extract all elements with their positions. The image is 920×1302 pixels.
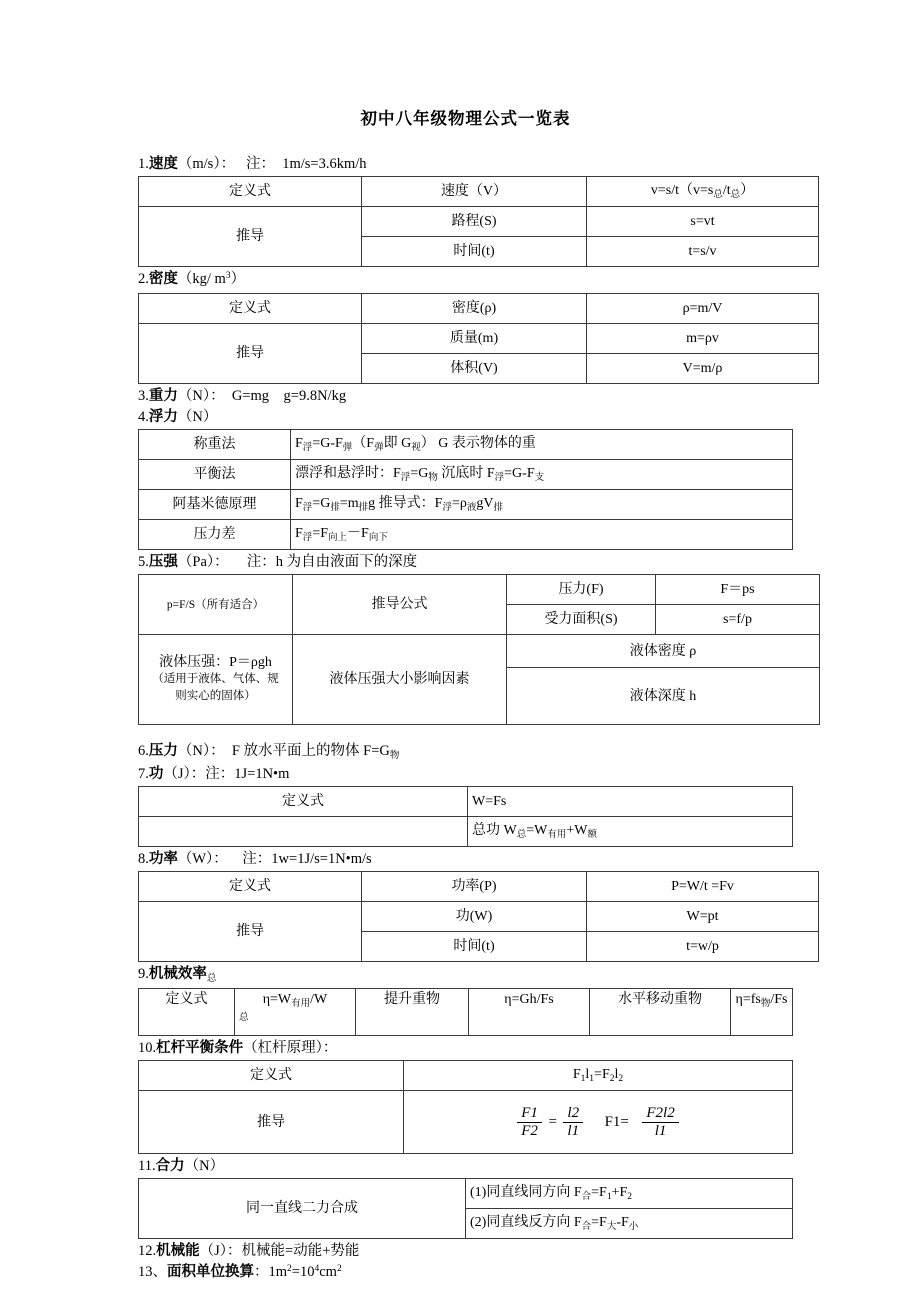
section-keyword: 面积单位换算 [167,1264,254,1280]
section-heading-work [138,765,793,784]
table-resultant-force [138,1178,793,1239]
formula-part: +W [566,823,588,838]
section-formula: （N）： G=mg g=9.8N/kg [177,388,347,404]
formula-subscript: 浮 [302,503,313,513]
formula-subscript: 浮 [400,473,411,483]
formula-subscript: 视 [411,443,421,453]
formula-part: v=s/t（v=s [650,183,714,198]
section-keyword: 杠杆平衡条件 [156,1040,244,1056]
cell-definition-label: 定义式 [139,989,235,1036]
cell-case-horizontal: 水平移动重物 [590,989,731,1036]
cell-formula-equilibrium [291,460,793,490]
formula-part: F [295,526,303,541]
formula-part: 总功 W [472,823,517,838]
cell-formula-volume: V=m/ρ [587,354,819,384]
formula-subscript: 合 [581,1222,592,1232]
formula-subscript: 1 [606,1192,612,1202]
section-number: 9. [138,966,149,982]
cell-formula-archimedes [291,490,793,520]
section-heading-mechanical-energy [138,1242,793,1261]
section-keyword: 压力 [148,743,178,759]
section-heading-gravity [138,387,793,406]
formula-subscript: 小 [628,1222,639,1232]
formula-part: l [614,1067,619,1082]
formula-part: =W [526,823,548,838]
cell-formula-total-work [468,817,793,847]
section-heading-density [138,270,793,291]
cell-factor-liquid-density: 液体密度 ρ [507,635,820,668]
spacer [138,728,793,742]
page-title: 初中八年级物理公式一览表 [360,109,571,128]
section-keyword: 速度 [148,156,178,172]
cell-quantity-distance: 路程(S) [362,207,587,237]
formula-subscript: 向下 [368,533,388,543]
formula-part: F [295,436,303,451]
cell-quantity-area: 受力面积(S) [507,605,656,635]
formula-part: (1)同直线同方向 F [470,1185,582,1200]
formula-subscript: 总 [730,190,741,200]
liquid-pressure-formula: 液体压强：P＝ρgh [159,655,272,670]
cell-formula-distance: s=vt [587,207,819,237]
table-row [139,989,793,1036]
section-keyword: 压强 [148,554,178,570]
cell-quantity-force: 压力(F) [507,575,656,605]
cell-formula-pressure-difference [291,520,793,550]
cell-derivation-label: 推导 [139,324,362,384]
formula-part: /Fs [770,992,788,1007]
fraction-f1-f2 [517,1105,542,1138]
section-keyword: 重力 [148,388,178,404]
table-work [138,786,793,847]
cell-formula-horizontal [731,989,793,1036]
fraction-denominator: F2 [521,1122,538,1139]
formula-subscript: 弹 [342,443,353,453]
section-heading-resultant-force [138,1157,793,1176]
formula-subscript: 2 [627,1192,633,1202]
formula-exponent: 2 [336,1264,342,1274]
formula-part: =F [312,526,328,541]
formula-part: =F [591,1215,607,1230]
section-note: （W）： 注：1w=1J/s=1N•m/s [177,851,372,867]
equals-sign: = [548,1113,557,1130]
formula-exponent: 2 [287,1264,292,1274]
formula-part: (2)同直线反方向 F [470,1215,582,1230]
cell-quantity-power: 功率(P) [362,872,587,902]
cell-definition-label: 定义式 [139,177,362,207]
formula-part: +F [611,1185,628,1200]
section-unit: （N） [184,1158,225,1174]
section-unit: （kg/ m [177,271,226,287]
cell-quantity-speed: 速度（V） [362,177,587,207]
cell-formula-lifting: η=Gh/Fs [469,989,590,1036]
section-number: 5. [138,554,149,570]
table-row [139,430,793,460]
formula-subscript: 支 [534,473,545,483]
cell-formula-force: F＝ps [656,575,820,605]
section-number: 11. [138,1158,156,1174]
formula-part: 沉底时 F [437,466,495,481]
liquid-pressure-note-line2: 则实心的固体） [175,690,256,702]
table-row [139,177,819,207]
fraction-l2-l1 [563,1105,583,1138]
cell-lever-derivation-formulas [404,1091,793,1154]
formula-part: =G [312,496,331,511]
table-mechanical-efficiency [138,988,793,1036]
formula-subscript: 向上 [328,533,348,543]
cell-same-direction-formula [466,1179,793,1209]
formula-part: ） [740,183,755,198]
formula-part: cm [319,1264,337,1280]
section-heading-lever [138,1039,793,1058]
cell-quantity-time: 时间(t) [362,932,587,962]
section-note: （Pa）： 注：h 为自由液面下的深度 [177,554,418,570]
cell-quantity-volume: 体积(V) [362,354,587,384]
heading-subscript: 总 [206,974,217,984]
cell-definition-label: 定义式 [139,294,362,324]
table-row [139,294,819,324]
cell-quantity-work: 功(W) [362,902,587,932]
table-row [139,324,819,354]
section-heading-speed [138,155,793,174]
formula-part: F [295,496,303,511]
table-row [139,817,793,847]
cell-formula-efficiency [235,989,356,1036]
cell-formula-area: s=f/p [656,605,820,635]
section-heading-area-conversion [138,1263,793,1284]
section-number: 6. [138,743,149,759]
table-row [139,787,793,817]
section-number: 1. [138,156,149,172]
table-pressure [138,574,820,725]
cell-formula-work: W=Fs [468,787,793,817]
formula-subscript: 排 [330,503,340,513]
formula-part: =F [591,1185,607,1200]
cell-formula-power: P=W/t =Fv [587,872,819,902]
cell-quantity-density: 密度(ρ) [362,294,587,324]
cell-method-archimedes: 阿基米德原理 [139,490,291,520]
fraction-numerator: F1 [517,1105,542,1122]
liquid-pressure-note-line1: （适用于液体、气体、规 [152,673,279,685]
formula-subscript: 排 [493,503,504,513]
formula-subscript: 浮 [302,533,313,543]
cell-method-pressure-difference: 压力差 [139,520,291,550]
formula-subscript: 弹 [374,443,384,453]
formula-part: /t [722,183,731,198]
table-row [139,460,793,490]
section-keyword: 功率 [148,851,178,867]
table-lever [138,1060,793,1154]
formula-subscript: 物 [389,751,400,761]
formula-part: =G-F [312,436,343,451]
formula-part: l [585,1067,590,1082]
formula-subscript: 2 [609,1074,615,1084]
table-row [139,902,819,932]
formula-subscript: 合 [581,1192,592,1202]
cell-derivation-label: 推导 [139,1091,404,1154]
section-heading-normal-force [138,742,793,763]
formula-subscript: 总 [713,190,723,200]
document-body [138,105,793,1286]
section-number: 7. [138,766,149,782]
formula-label-f1: F1= [604,1113,629,1130]
formula-subscript: 有用 [291,999,311,1009]
cell-empty [139,817,468,847]
section-number: 10. [138,1040,157,1056]
table-row [139,575,820,605]
section-number: 12. [138,1243,157,1259]
cell-formula-weighing [291,430,793,460]
formula-part: 漂浮和悬浮时：F [295,466,401,481]
fraction-numerator: F2l2 [642,1105,678,1122]
formula-part: η=fs [735,992,761,1007]
table-row [139,490,793,520]
cell-pressure-definition [139,575,293,635]
formula-subscript: 浮 [494,473,505,483]
fraction-numerator: l2 [563,1105,583,1122]
table-power [138,871,819,962]
section-number: 2. [138,271,149,287]
table-speed [138,176,819,267]
formula-part: －F [347,526,369,541]
formula-subscript: 浮 [442,503,452,513]
section-formula: （N）： F 放水平面上的物体 F=G [177,743,390,759]
formula-part: =G [410,466,429,481]
section-number: 13、 [138,1264,167,1280]
table-row [139,520,793,550]
cell-formula-speed [587,177,819,207]
table-row [139,872,819,902]
section-unit: （N） [177,409,218,425]
cell-derivation-label: 推导 [139,207,362,267]
table-row [139,1091,793,1154]
formula-part: =ρ [451,496,467,511]
section-heading-pressure [138,553,793,572]
cell-formula-time: t=s/v [587,237,819,267]
cell-method-weighing: 称重法 [139,430,291,460]
formula-subscript: 液 [466,503,477,513]
table-row [139,1179,793,1209]
cell-quantity-time: 时间(t) [362,237,587,267]
formula-part: ） G 表示物体的重 [420,436,536,451]
section-keyword: 浮力 [148,409,178,425]
formula-subscript: 总 [239,1013,249,1023]
cell-formula-mass: m=ρv [587,324,819,354]
cell-derivation-label: 推导 [139,902,362,962]
cell-definition-label: 定义式 [139,1061,404,1091]
formula-subscript: 物 [428,473,438,483]
section-heading-buoyancy [138,408,793,427]
pressure-definition-text: p=F/S（所有适合） [166,598,265,611]
table-row [139,635,820,668]
section-keyword: 机械效率 [148,966,207,982]
formula-subscript: 2 [618,1074,624,1084]
formula-subscript: 浮 [302,443,313,453]
formula-part: =10 [291,1264,315,1280]
cell-formula-density: ρ=m/V [587,294,819,324]
table-row [139,1061,793,1091]
table-buoyancy [138,429,793,550]
cell-derived-formula-label: 推导公式 [293,575,507,635]
section-note: （J）：注：1J=1N•m [163,766,290,782]
formula-part: gV [476,496,494,511]
formula-part: （F [352,436,375,451]
section-keyword: 密度 [148,271,178,287]
formula-part: =m [339,496,359,511]
cell-case-lifting: 提升重物 [356,989,469,1036]
formula-subscript: 额 [587,830,597,840]
section-formula: （J）：机械能=动能+势能 [199,1243,360,1259]
formula-part: η=W [262,992,292,1007]
table-density [138,293,819,384]
formula-subscript: 大 [606,1222,617,1232]
cell-definition-label: 定义式 [139,872,362,902]
cell-formula-lever [404,1061,793,1091]
section-number: 8. [138,851,149,867]
section-keyword: 机械能 [156,1243,200,1259]
section-heading-efficiency [138,965,793,986]
formula-subscript: 有用 [547,830,567,840]
fraction-denominator: l1 [567,1122,580,1139]
section-number: 4. [138,409,149,425]
cell-opposite-direction-formula [466,1209,793,1239]
section-keyword: 合力 [155,1158,185,1174]
formula-subscript: 总 [516,830,527,840]
formula-subscript: 1 [580,1074,586,1084]
cell-definition-label: 定义式 [139,787,468,817]
formula-subscript: 排 [358,503,369,513]
formula-part: /W [310,992,328,1007]
section-unit-exponent: 3 [225,271,231,281]
cell-quantity-mass: 质量(m) [362,324,587,354]
formula-part: F [572,1067,581,1082]
section-number: 3. [138,388,149,404]
formula-subscript: 1 [589,1074,595,1084]
formula-part: =G-F [504,466,535,481]
formula-part: -F [616,1215,629,1230]
formula-exponent: 4 [314,1264,320,1274]
section-heading-power [138,850,793,869]
section-unit: ） [230,271,246,287]
formula-part: =F [594,1067,610,1082]
cell-formula-work: W=pt [587,902,819,932]
formula-part: ：1m [254,1264,288,1280]
formula-subscript: 物 [760,999,771,1009]
section-note: （杠杆原理）： [243,1040,338,1056]
cell-formula-time: t=w/p [587,932,819,962]
cell-factor-liquid-depth: 液体深度 h [507,668,820,725]
section-note: （m/s）： 注： 1m/s=3.6km/h [177,156,367,172]
formula-part: g 推导式：F [368,496,443,511]
fraction-denominator: l1 [654,1122,667,1139]
cell-liquid-pressure-factors: 液体压强大小影响因素 [293,635,507,725]
cell-liquid-pressure-definition [139,635,293,725]
cell-collinear-composition-label: 同一直线二力合成 [139,1179,466,1239]
fraction-f2l2-l1 [642,1105,678,1138]
section-keyword: 功 [148,766,164,782]
formula-part: 即 G [383,436,412,451]
table-row [139,207,819,237]
cell-method-equilibrium: 平衡法 [139,460,291,490]
